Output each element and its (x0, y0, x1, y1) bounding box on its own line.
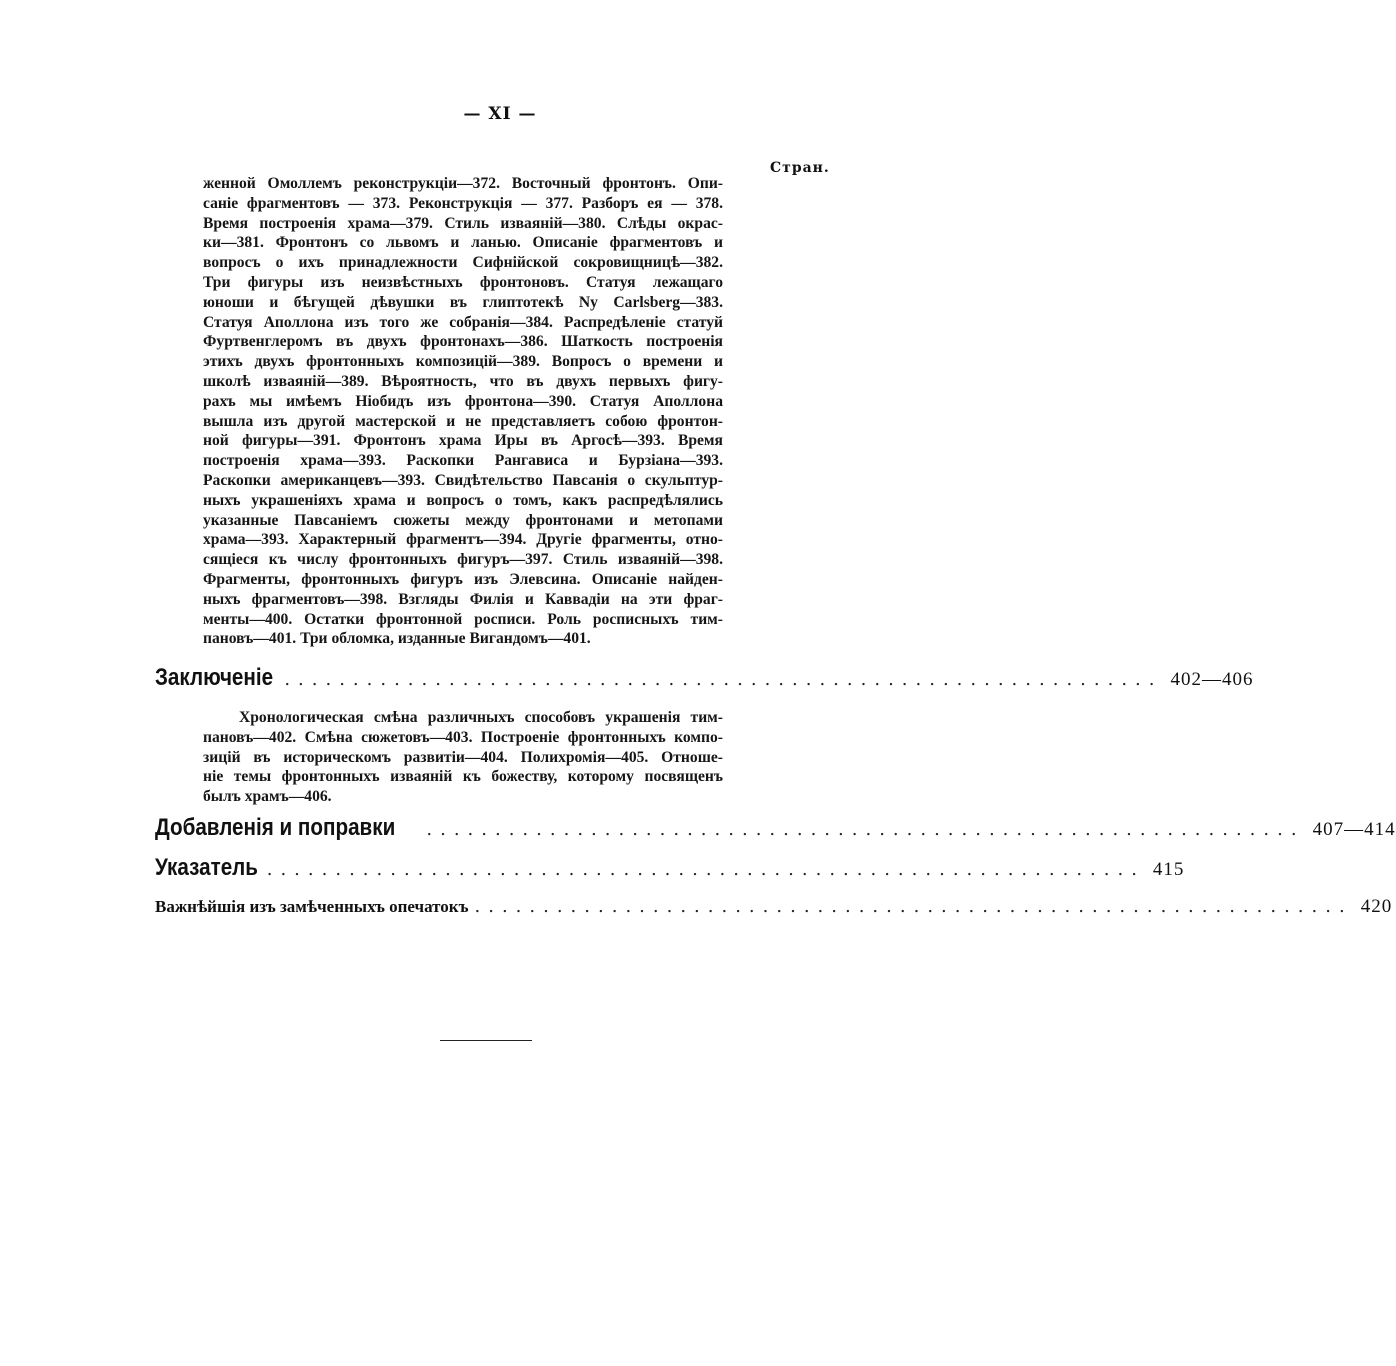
dot-leader: ................................................................ (426, 819, 1305, 840)
toc-entry-errata (155, 896, 1393, 918)
body-line: ныхъ фрагментовъ—398. Взгляды Филія и Каввадіи на эти фраг- (203, 590, 723, 608)
body-line: ныхъ украшеніяхъ храма и вопросъ о томъ, какъ распредѣлялись (203, 491, 723, 509)
body-line: этихъ двухъ фронтонныхъ композицій—389. Вопросъ о времени и (203, 353, 723, 371)
body-line: ніе темы фронтонныхъ изваяній къ божеству, которому посвященъ (203, 768, 723, 786)
toc-title: Важнѣйшія изъ замѣченныхъ опечатокъ (155, 897, 469, 916)
body-line: Три фигуры изъ неизвѣстныхъ фронтоновъ. Статуя лежащаго (203, 273, 723, 291)
toc-pages: 420 (1360, 896, 1393, 917)
toc-title: Добавленія и поправки (155, 814, 396, 841)
body-line: Время построенія храма—379. Стиль изваяній—380. Слѣды окрас- (203, 214, 723, 232)
section-end-rule (440, 1040, 532, 1041)
body-line: храма—393. Характерный фрагментъ—394. Другіе фрагменты, отно- (203, 531, 723, 549)
toc-pages: 415 (1152, 859, 1185, 880)
body-line: вопросъ о ихъ принадлежности Сифнійской сокровищницѣ—382. (203, 254, 723, 272)
toc-title: Заключеніе (155, 664, 274, 691)
body-line: Хронологическая смѣна различныхъ способовъ украшенія тим- (239, 709, 723, 726)
body-line: Статуя Аполлона изъ того же собранія—384. Распредѣленіе статуй (203, 313, 723, 331)
page-column-label: Стран. (770, 160, 830, 176)
dot-leader: ................................................................ (284, 669, 1163, 690)
toc-pages: 407—414 (1312, 819, 1396, 840)
toc-entry-addenda (155, 814, 1396, 842)
toc-title: Указатель (155, 854, 258, 881)
body-line: саніе фрагментовъ — 373. Реконструкція — 377. Разборъ ея — 378. (203, 194, 723, 212)
conclusion-summary (203, 708, 723, 807)
body-line: сящіеся къ числу фронтонныхъ фигуръ—397. Стиль изваяній—398. (203, 551, 723, 569)
toc-entry-index (155, 854, 1185, 882)
dot-leader: ................................................................ (474, 896, 1353, 917)
body-line: Фрагменты, фронтонныхъ фигуръ изъ Элевсина. Описаніе найден- (203, 570, 723, 588)
body-line: ки—381. Фронтонъ со львомъ и ланью. Описаніе фрагментовъ и (203, 234, 723, 252)
body-line: пановъ—402. Смѣна сюжетовъ—403. Построеніе фронтонныхъ компо- (203, 728, 723, 746)
body-line: рахъ мы имѣемъ Ніобидъ изъ фронтона—390. Статуя Аполлона (203, 392, 723, 410)
body-line: указанные Павсаніемъ сюжеты между фронтонами и метопами (203, 511, 723, 529)
toc-entry-conclusion (155, 664, 1254, 692)
page-number: — XI — (463, 104, 537, 124)
toc-pages: 402—406 (1170, 669, 1254, 690)
body-line: зицій въ историческомъ развитіи—404. Полихромія—405. Отноше- (203, 748, 723, 766)
continued-section-body (203, 174, 723, 649)
body-line: школѣ изваяній—389. Вѣроятность, что въ двухъ первыхъ фигу- (203, 372, 723, 390)
body-line: ной фигуры—391. Фронтонъ храма Иры въ Аргосѣ—393. Время (203, 432, 723, 450)
body-line: былъ храмъ—406. (203, 788, 332, 806)
body-line: вышла изъ другой мастерской и не представляетъ собою фронтон- (203, 412, 723, 430)
body-line: юноши и бѣгущей дѣвушки въ глиптотекѣ Ny Carlsberg—383. (203, 293, 723, 311)
body-line: пановъ—401. Три обломка, изданные Вигандомъ—401. (203, 630, 591, 648)
dot-leader: ................................................................ (266, 859, 1145, 880)
body-line: построенія храма—393. Раскопки Рангависа и Бурзіана—393. (203, 452, 723, 470)
body-line: Раскопки американцевъ—393. Свидѣтельство Павсанія о скульптур- (203, 471, 723, 489)
body-line: женной Омоллемъ реконструкціи—372. Восточный фронтонъ. Опи- (203, 175, 723, 192)
body-line: менты—400. Остатки фронтонной росписи. Роль росписныхъ тим- (203, 610, 723, 628)
body-line: Фуртвенглеромъ въ двухъ фронтонахъ—386. Шаткость построенія (203, 333, 723, 351)
